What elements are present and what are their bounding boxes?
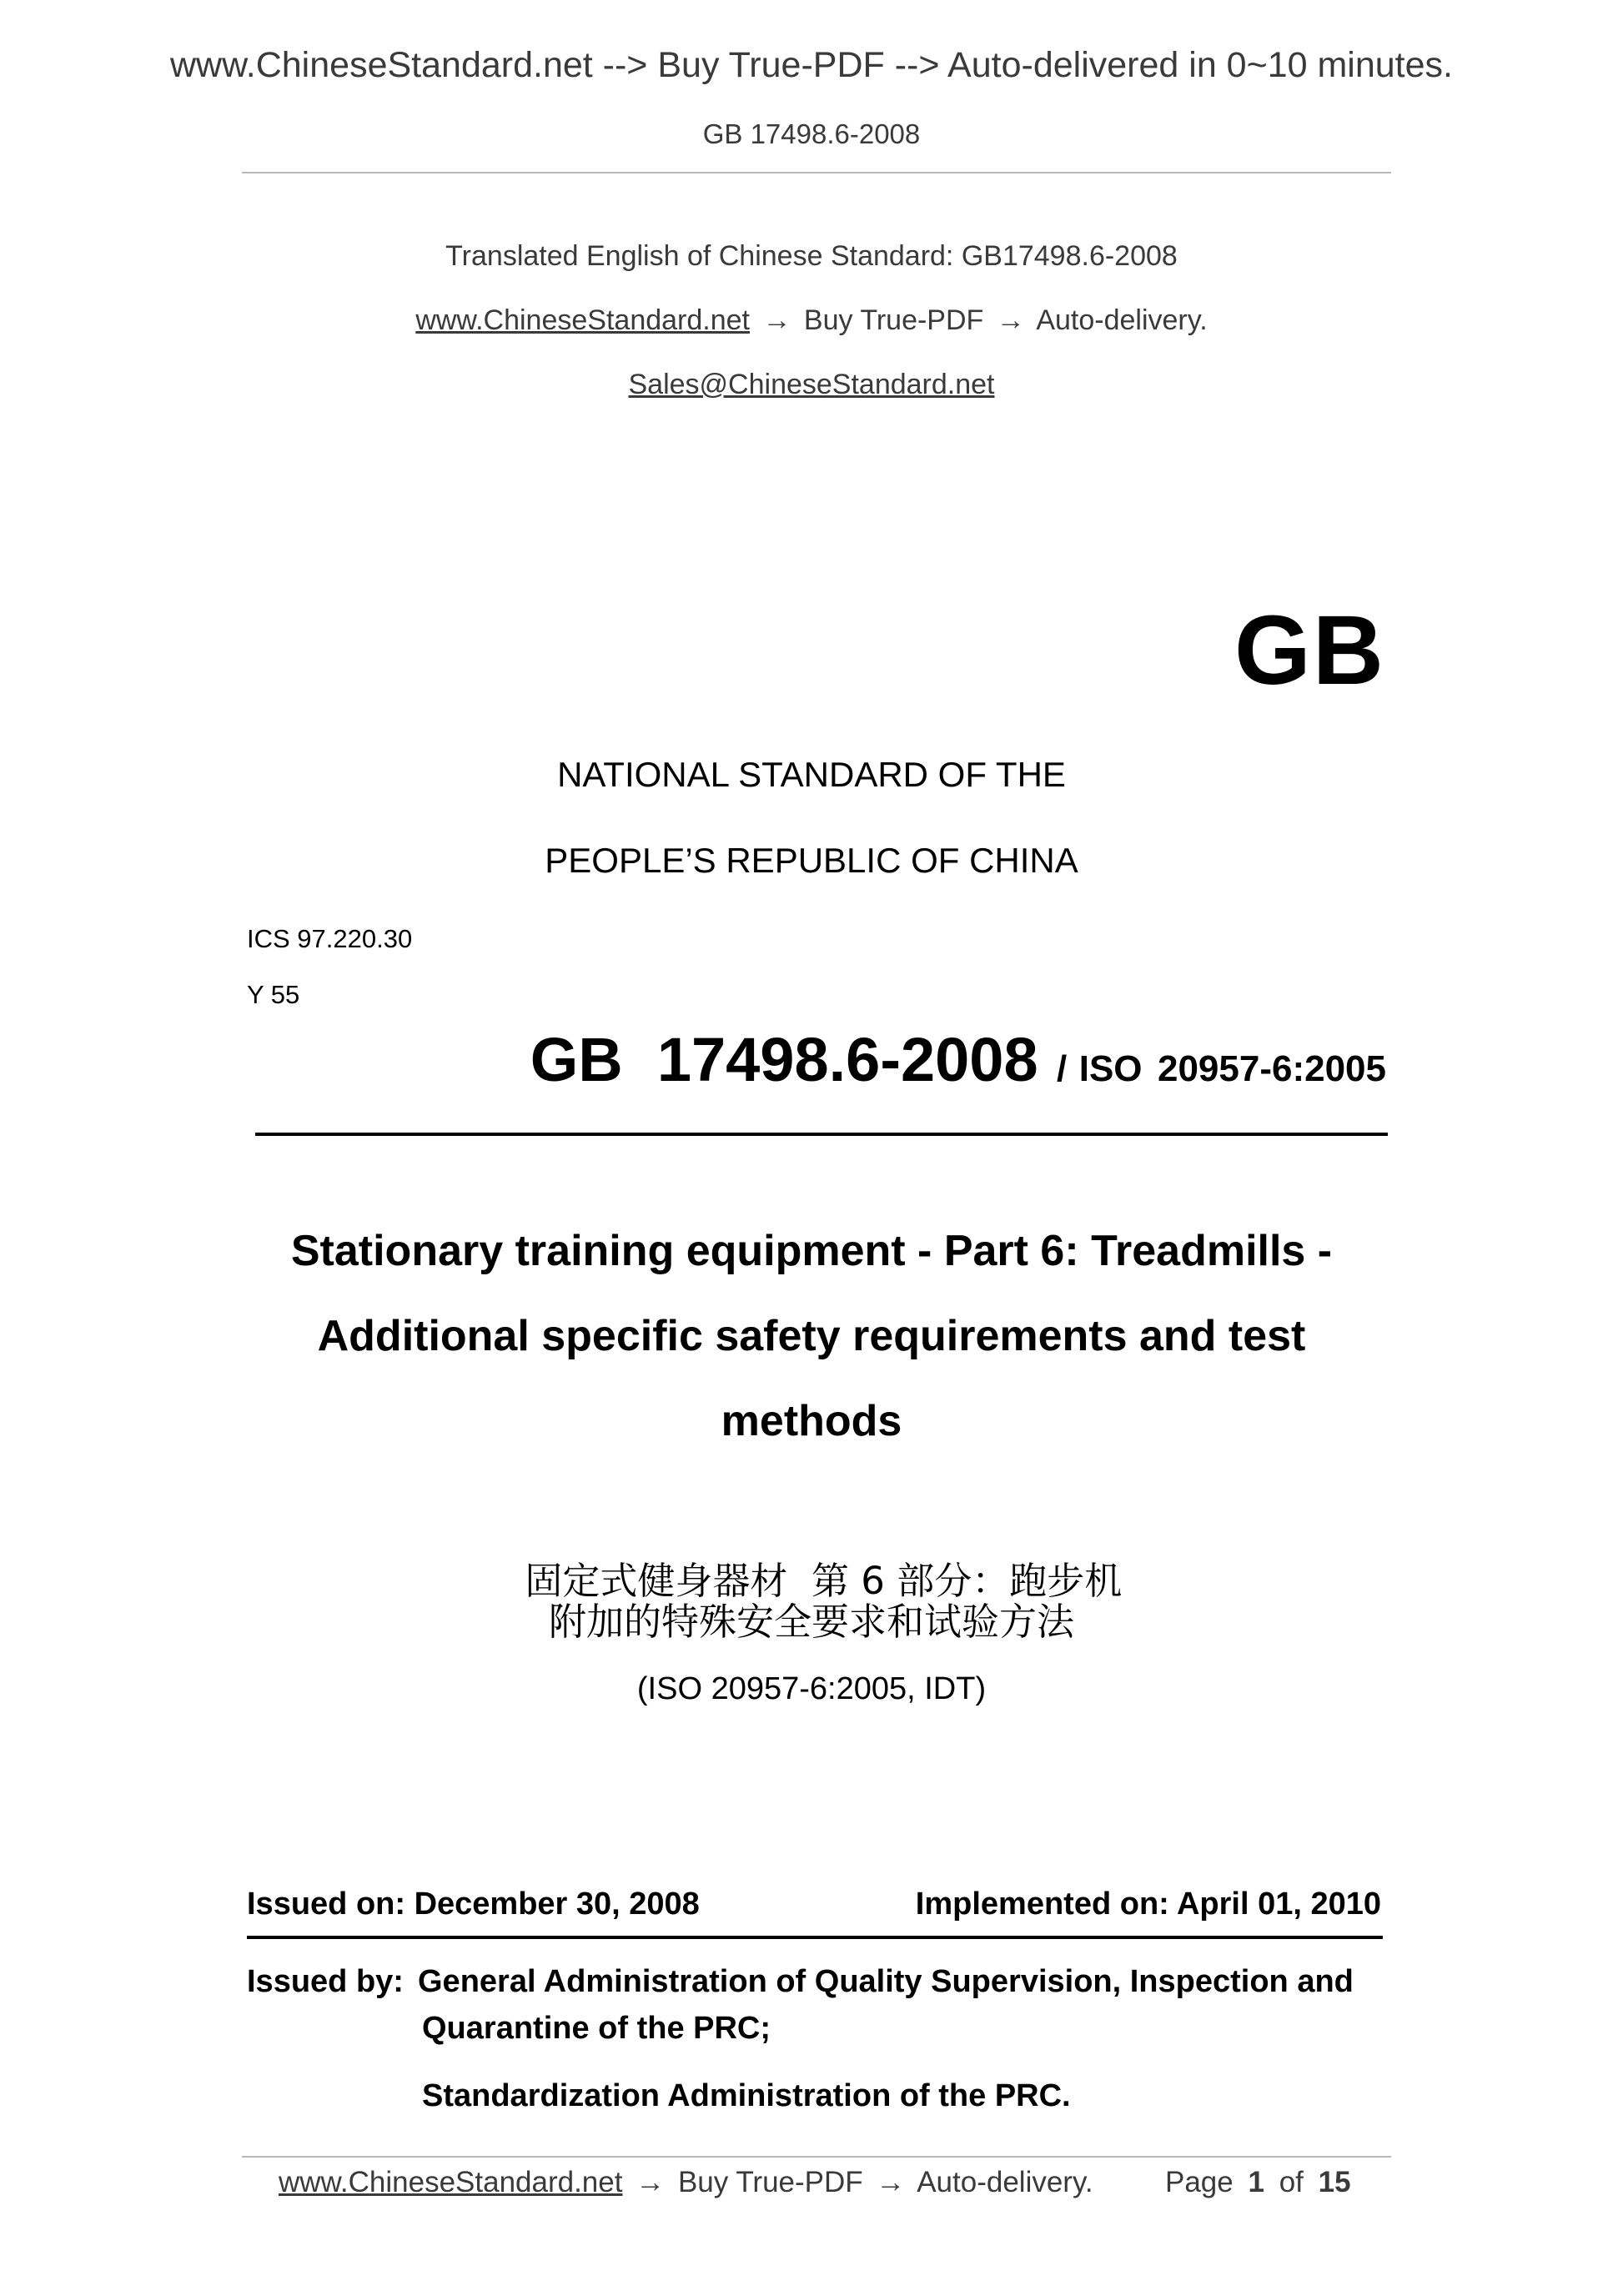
- chinese-title-line1-text: 固定式健身器材 第 6 部分：跑步机: [525, 1559, 1123, 1603]
- issued-by-label: [247, 1964, 404, 2000]
- republic-heading: [0, 841, 1623, 881]
- sales-email-link[interactable]: Sales@ChineseStandard.net: [628, 369, 995, 400]
- arrow-right-icon: →: [636, 2166, 666, 2198]
- title-line3: [0, 1396, 1623, 1446]
- ics-code: [247, 924, 412, 954]
- designation-main: GB 17498.6-2008: [530, 1025, 1038, 1094]
- footer-site-link[interactable]: www.ChineseStandard.net: [279, 2166, 623, 2198]
- arrow-right-icon: →: [762, 304, 791, 336]
- page-label: Page: [1165, 2166, 1234, 2198]
- footer: [279, 2166, 1093, 2199]
- designation-divider: [255, 1133, 1388, 1136]
- issuer-line2-text: Quarantine of the PRC;: [422, 2011, 771, 2046]
- page-indicator: [1165, 2166, 1351, 2199]
- site-link[interactable]: www.ChineseStandard.net: [415, 304, 750, 336]
- footer-buy-text: Buy True-PDF: [677, 2166, 863, 2198]
- purchase-line: [0, 304, 1623, 337]
- title-line3-text: methods: [721, 1397, 902, 1445]
- title-line1-text: Stationary training equipment - Part 6: Treadmills -: [290, 1227, 1333, 1275]
- delivery-text: Auto-delivery.: [1036, 304, 1208, 336]
- footer-delivery-text: Auto-delivery.: [917, 2166, 1093, 2198]
- issuer-line1: [418, 1964, 1354, 2000]
- running-header: [0, 118, 1623, 150]
- footer-divider: [242, 2156, 1391, 2158]
- gb-logo: [1234, 594, 1385, 707]
- designation-slash: /: [1057, 1048, 1068, 1089]
- heading-line1: NATIONAL STANDARD OF THE: [557, 755, 1066, 794]
- arrow-right-icon: →: [876, 2166, 906, 2198]
- designation-iso-code: 20957-6:2005: [1157, 1048, 1386, 1089]
- page-total: 15: [1318, 2166, 1351, 2198]
- standard-designation: [530, 1024, 1386, 1095]
- top-banner: [0, 45, 1623, 86]
- issued-date-text: Issued on: December 30, 2008: [247, 1887, 700, 1922]
- translation-note-text: Translated English of Chinese Standard: GB17498.6-2008: [445, 240, 1178, 272]
- ics-code-text: ICS 97.220.30: [247, 924, 413, 953]
- running-header-code: GB 17498.6-2008: [702, 118, 921, 149]
- designation-iso-prefix: ISO: [1078, 1048, 1143, 1089]
- buy-text: Buy True-PDF: [803, 304, 984, 336]
- implemented-date: [916, 1887, 1381, 1922]
- of-label: of: [1279, 2166, 1304, 2198]
- issuer-line2: [422, 2011, 771, 2047]
- equivalence-note-text: (ISO 20957-6:2005, IDT): [636, 1671, 987, 1706]
- issuer-line1-text: General Administration of Quality Supervision, Inspection and: [418, 1964, 1354, 1999]
- page-number: 1: [1248, 2166, 1264, 2198]
- chinese-title-line1: [0, 1506, 1623, 1605]
- header-divider: [242, 172, 1391, 173]
- issuer-line3: [422, 2078, 1071, 2114]
- issued-by-label-text: Issued by:: [247, 1964, 404, 1999]
- dates-divider: [247, 1936, 1383, 1939]
- top-banner-text: www.ChineseStandard.net --> Buy True-PDF --> Auto-delivered in 0~10 minutes.: [169, 45, 1453, 85]
- email-line: [0, 369, 1623, 401]
- issuer-line3-text: Standardization Administration of the PRC.: [422, 2078, 1071, 2113]
- ccs-code: [247, 980, 299, 1010]
- heading-line2: PEOPLE’S REPUBLIC OF CHINA: [545, 841, 1078, 880]
- implemented-date-text: Implemented on: April 01, 2010: [915, 1887, 1381, 1922]
- arrow-right-icon: →: [996, 304, 1025, 336]
- gb-logo-text: GB: [1234, 595, 1385, 706]
- chinese-title-line2: [0, 1591, 1623, 1645]
- ccs-code-text: Y 55: [247, 980, 300, 1009]
- national-standard-heading: [0, 755, 1623, 795]
- title-line2-text: Additional specific safety requirements and test: [317, 1312, 1306, 1360]
- equivalence-note: [0, 1671, 1623, 1707]
- chinese-title-line2-text: 附加的特殊安全要求和试验方法: [548, 1600, 1074, 1644]
- title-line1: [0, 1226, 1623, 1276]
- issued-date: [247, 1887, 700, 1922]
- translation-note: [0, 240, 1623, 273]
- title-line2: [0, 1311, 1623, 1361]
